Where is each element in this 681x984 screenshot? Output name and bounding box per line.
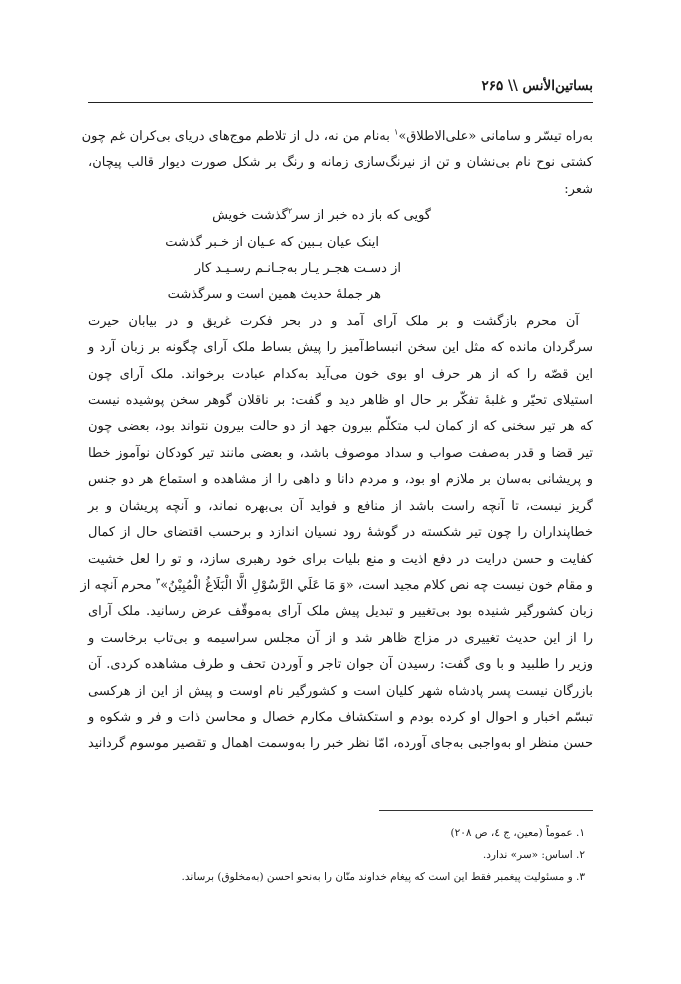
text-line: را از این حدیث تغییری در مزاج ظاهر شد و از آن مجلس سراسیمه و بی‌تاب برخاست و <box>88 630 593 646</box>
footnotes <box>88 822 585 888</box>
text-line: این قصّه را که از هر حرف او بوی خون می‌آید به‌کدام عبادت برخواند. ملک آرای چون <box>88 366 593 382</box>
text-line: بازرگان نیست پسر پادشاه شهر کلیان است و کشورگیر نام اوست و پیش از این از هرکسی <box>88 683 593 699</box>
text-line: و مقام خون نیست چه نص کلام مجید است، «وَ مَا عَلَي الرَّسُوْلِ الَّا الْبَلَاغُ الْمُبِيْنُ»$^۳$ محرم آنچه از <box>80 576 593 593</box>
text-line: زبان کشورگیر شنیده بود بی‌تغییر و تبدیل پیش ملک آرای به‌موقّف عرض رسانید. ملک آرای <box>88 604 593 620</box>
footnote-ref[interactable]: ۲ <box>287 206 293 216</box>
running-title: بساتین‌الأنس \\ ۲۶۵ <box>481 78 593 94</box>
text-line: که هر تیر سخنی که از کمان لب متکلّم بیرون جهد از دو حالت بیرون نتواند بود، بعضی چون <box>88 419 593 435</box>
footnote-ref[interactable]: ۳ <box>155 576 161 586</box>
text-line: حسن منظر او به‌واجبی به‌جای آورده، امّا نظر خبر را به‌وسمت اهمال و تقصیر موسوم گردانید <box>88 736 593 752</box>
text-line: شعر: <box>564 181 593 197</box>
verse-line: گویی که باز ده خبر از سر$^۲$گذشت خویش <box>212 206 431 224</box>
text-line: تیر قضا و قدر به‌صفت صواب و سداد موصوف باشد، و بعضی مانند تیر کودکان نوآموز خطا <box>88 445 593 461</box>
footnote: ۱. عموماً (معین، ج ٤، ص ۲۰۸) <box>450 827 585 839</box>
text-line: سرگردان مانده که مثل این سخن انبساط‌آمیز را پیش بساط ملک آرای چگونه بر زبان آرد و <box>88 340 593 356</box>
footnote-separator <box>379 810 593 811</box>
main-text <box>80 124 593 758</box>
footnote: ۳. و مسئولیت پیغمبر فقط این است که پیغام خداوند منّان را به‌نحو احسن (به‌مخلوق) برساند. <box>181 871 585 883</box>
text-line: تبسّم اخبار و احوال او کرده بودم و استکشاف مکارم خصال و محاسن ذات و فر و شکوه و <box>88 709 593 725</box>
text-line: استیلای تحیّر و غلبهٔ تفکّر بر حال او ظاهر دید و گفت: بر ناقلان گوهر سخن پوشیده نیست <box>88 393 593 409</box>
text-line: آن محرم بازگشت و بر ملک آرای آمد و در بحر فکرت غریق و در بیابان حیرت <box>88 313 579 329</box>
text-line: گریز نیست، تا آنچه راست باشد از منافع و فواید آن بی‌بهره نماند، و آنچه پریشان و بر <box>88 498 593 514</box>
text-line: خطاپنداران را چون تیر شکسته در گوشهٔ رود نسیان اندازد و برحسب اقتضای حال از کمال <box>88 525 593 541</box>
text-line: و پریشانی به‌سان بر ملازم او بود، و مردم دانا و داهی را از مشاهده و استماع هر دو جنس <box>88 472 593 488</box>
text-line: به‌راه تیسّر و سامانی «علی‌الاطلاق»$^۱$ به‌نام من نه، دل از تلاطم موج‌های دریای بی‌کران غم چون <box>81 127 593 144</box>
verse-line: اینک عیان بـبین که عـیان از خـبر گذشت <box>165 234 379 250</box>
verse-line: هر جملهٔ حدیث همین است و سرگذشت <box>167 287 381 303</box>
footnote: ۲. اساس: «سر» ندارد. <box>482 849 585 861</box>
text-line: وزیر را طلبید و با وی گفت: رسیدن آن جوان تاجر و آوردن تحف و طرف مشاهده کردی. آن <box>88 657 593 673</box>
footnote-ref[interactable]: ۱ <box>394 127 399 137</box>
text-line: کفایت و حسن درایت در دفع اذیت و منع بلیات برای خود رهبری سازد، و تو را لعل خشیت <box>88 551 593 567</box>
header-rule <box>88 102 593 103</box>
page-header <box>88 78 593 102</box>
verse-line: از دسـت هجـر یـار به‌جـانـم رسـیـد کار <box>194 261 401 277</box>
text-line: کشتی نوح نام بی‌نشان و تن از نیرنگ‌سازی زمانه و رنگ بر شکل صورت دیوار قالب پیچان، <box>88 155 593 171</box>
